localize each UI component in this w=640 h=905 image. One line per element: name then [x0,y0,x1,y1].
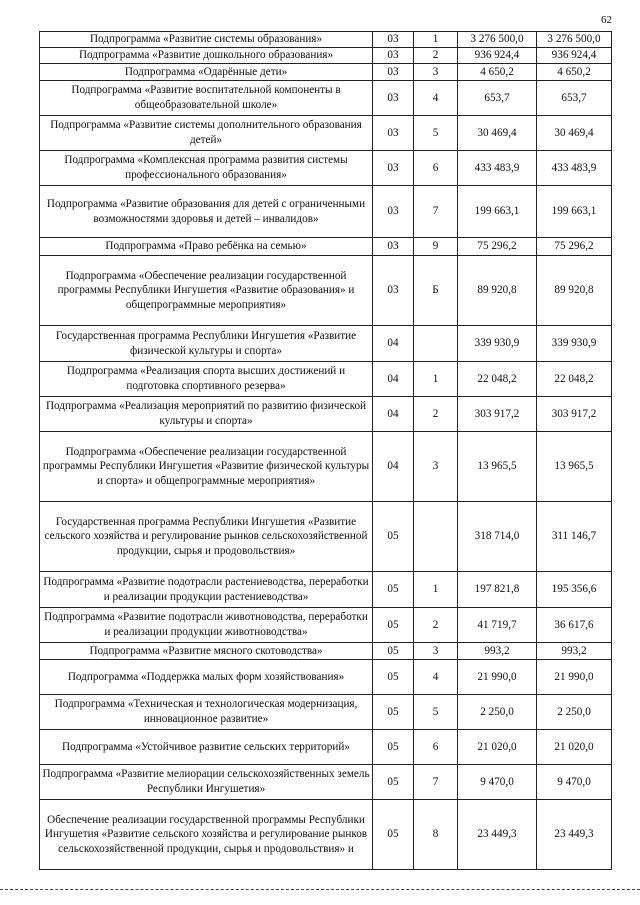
row-amount-planned: 197 821,8 [458,572,537,608]
row-code-subprogram: 3 [414,432,458,502]
row-amount-approved: 311 146,7 [537,502,612,572]
row-amount-planned: 653,7 [458,81,537,116]
row-amount-approved: 433 483,9 [537,151,612,186]
row-amount-planned: 303 917,2 [458,397,537,432]
row-code-subprogram: 6 [414,151,458,186]
row-amount-planned: 4 650,2 [458,64,537,81]
row-code-program: 03 [373,238,414,256]
row-code-subprogram: 1 [414,572,458,608]
row-code-program: 04 [373,432,414,502]
row-amount-planned: 89 920,8 [458,256,537,326]
row-code-program: 05 [373,695,414,730]
row-amount-planned: 9 470,0 [458,765,537,800]
row-amount-planned: 339 930,9 [458,326,537,362]
row-code-subprogram: 3 [414,64,458,81]
row-code-program: 05 [373,660,414,695]
row-name: Подпрограмма «Развитие подотрасли животноводства, переработки и реализации продукции животноводства» [40,608,373,643]
row-amount-planned: 936 924,4 [458,48,537,64]
row-name: Подпрограмма «Развитие мелиорации сельскохозяйственных земель Республики Ингушетия» [40,765,373,800]
row-amount-approved: 30 469,4 [537,116,612,151]
table-row [40,116,612,151]
row-code-subprogram: 9 [414,238,458,256]
row-name: Подпрограмма «Устойчивое развитие сельских территорий» [40,730,373,765]
row-amount-planned: 30 469,4 [458,116,537,151]
row-code-subprogram: 5 [414,116,458,151]
row-amount-planned: 13 965,5 [458,432,537,502]
table-row [40,256,612,326]
row-name: Подпрограмма «Комплексная программа развития системы профессионального образования» [40,151,373,186]
row-name: Государственная программа Республики Ингушетия «Развитие физической культуры и спорта» [40,326,373,362]
page-number: 62 [601,14,612,26]
row-amount-approved: 21 020,0 [537,730,612,765]
row-code-program: 04 [373,362,414,397]
row-code-program: 03 [373,48,414,64]
row-name: Подпрограмма «Развитие подотрасли растениеводства, переработки и реализации продукции растениеводства» [40,572,373,608]
row-code-subprogram: 2 [414,397,458,432]
row-code-subprogram: 4 [414,660,458,695]
row-code-subprogram: 2 [414,48,458,64]
row-code-subprogram [414,502,458,572]
row-code-subprogram: 4 [414,81,458,116]
row-code-program: 03 [373,256,414,326]
row-amount-approved: 75 296,2 [537,238,612,256]
table-row [40,765,612,800]
row-amount-planned: 21 990,0 [458,660,537,695]
row-amount-approved: 303 917,2 [537,397,612,432]
row-amount-planned: 993,2 [458,643,537,660]
row-name: Подпрограмма «Развитие системы дополнительного образования детей» [40,116,373,151]
row-amount-planned: 21 020,0 [458,730,537,765]
row-amount-planned: 433 483,9 [458,151,537,186]
row-code-subprogram: 2 [414,608,458,643]
table-row [40,397,612,432]
row-code-program: 04 [373,397,414,432]
row-code-program: 04 [373,326,414,362]
row-code-program: 05 [373,765,414,800]
table-row [40,81,612,116]
row-name: Подпрограмма «Обеспечение реализации государственной программы Республики Ингушетия «Развитие образования» и общепрограммные мероприятия» [40,256,373,326]
table-row [40,695,612,730]
row-code-program: 05 [373,572,414,608]
row-code-program: 03 [373,116,414,151]
row-code-program: 03 [373,81,414,116]
table-row [40,48,612,64]
row-name: Подпрограмма «Развитие воспитательной компоненты в общеобразовательной школе» [40,81,373,116]
row-amount-planned: 318 714,0 [458,502,537,572]
table-row [40,730,612,765]
row-code-subprogram: 7 [414,186,458,238]
row-code-program: 05 [373,730,414,765]
table-row [40,660,612,695]
row-code-subprogram: 5 [414,695,458,730]
table-row [40,151,612,186]
row-name: Подпрограмма «Развитие системы образования» [40,32,373,48]
row-amount-planned: 199 663,1 [458,186,537,238]
table-row [40,608,612,643]
row-code-subprogram: Б [414,256,458,326]
row-code-subprogram: 3 [414,643,458,660]
row-code-program: 05 [373,502,414,572]
row-code-program: 03 [373,32,414,48]
row-name: Подпрограмма «Развитие дошкольного образования» [40,48,373,64]
row-amount-approved: 936 924,4 [537,48,612,64]
table-row [40,643,612,660]
row-code-subprogram: 1 [414,362,458,397]
row-code-program: 05 [373,608,414,643]
row-code-program: 05 [373,800,414,870]
row-amount-approved: 9 470,0 [537,765,612,800]
row-code-program: 05 [373,643,414,660]
row-code-subprogram: 6 [414,730,458,765]
row-amount-approved: 22 048,2 [537,362,612,397]
row-name: Обеспечение реализации государственной программы Республики Ингушетия «Развитие сельского хозяйства и регулирование рынков сельскохозяйственной продукции, сырья и продовольствия» и [40,800,373,870]
table-row [40,432,612,502]
row-amount-planned: 23 449,3 [458,800,537,870]
row-name: Подпрограмма «Реализация спорта высших достижений и подготовка спортивного резерва» [40,362,373,397]
row-amount-approved: 2 250,0 [537,695,612,730]
row-amount-approved: 195 356,6 [537,572,612,608]
row-name: Подпрограмма «Развитие образования для детей с ограниченными возможностями здоровья и детей – инвалидов» [40,186,373,238]
row-name: Государственная программа Республики Ингушетия «Развитие сельского хозяйства и регулирование рынков сельскохозяйственной продукции, сырья и продовольствия» [40,502,373,572]
table-row [40,186,612,238]
budget-table [39,31,612,870]
table-row [40,64,612,81]
row-amount-approved: 36 617,6 [537,608,612,643]
table-row [40,800,612,870]
row-code-subprogram: 1 [414,32,458,48]
row-amount-approved: 3 276 500,0 [537,32,612,48]
table-row [40,326,612,362]
row-name: Подпрограмма «Обеспечение реализации государственной программы Республики Ингушетия «Развитие физической культуры и спорта» и общепрограммные мероприятия» [40,432,373,502]
table-row [40,362,612,397]
row-amount-planned: 2 250,0 [458,695,537,730]
row-amount-approved: 339 930,9 [537,326,612,362]
row-amount-planned: 3 276 500,0 [458,32,537,48]
table-row [40,238,612,256]
budget-table-body [40,32,612,870]
row-name: Подпрограмма «Одарённые дети» [40,64,373,81]
row-code-program: 03 [373,186,414,238]
row-name: Подпрограмма «Техническая и технологическая модернизация, инновационное развитие» [40,695,373,730]
row-code-program: 03 [373,151,414,186]
row-amount-approved: 13 965,5 [537,432,612,502]
row-amount-approved: 4 650,2 [537,64,612,81]
row-amount-approved: 21 990,0 [537,660,612,695]
row-amount-approved: 653,7 [537,81,612,116]
row-code-subprogram: 8 [414,800,458,870]
row-name: Подпрограмма «Реализация мероприятий по развитию физической культуры и спорта» [40,397,373,432]
row-amount-approved: 23 449,3 [537,800,612,870]
row-code-subprogram: 7 [414,765,458,800]
row-code-program: 03 [373,64,414,81]
row-amount-approved: 199 663,1 [537,186,612,238]
table-row [40,572,612,608]
row-code-subprogram [414,326,458,362]
row-amount-planned: 75 296,2 [458,238,537,256]
row-name: Подпрограмма «Поддержка малых форм хозяйствования» [40,660,373,695]
row-amount-planned: 41 719,7 [458,608,537,643]
table-row [40,32,612,48]
row-name: Подпрограмма «Развитие мясного скотоводства» [40,643,373,660]
row-amount-approved: 993,2 [537,643,612,660]
page-bottom-rule [0,889,640,890]
row-name: Подпрограмма «Право ребёнка на семью» [40,238,373,256]
table-row [40,502,612,572]
row-amount-planned: 22 048,2 [458,362,537,397]
row-amount-approved: 89 920,8 [537,256,612,326]
